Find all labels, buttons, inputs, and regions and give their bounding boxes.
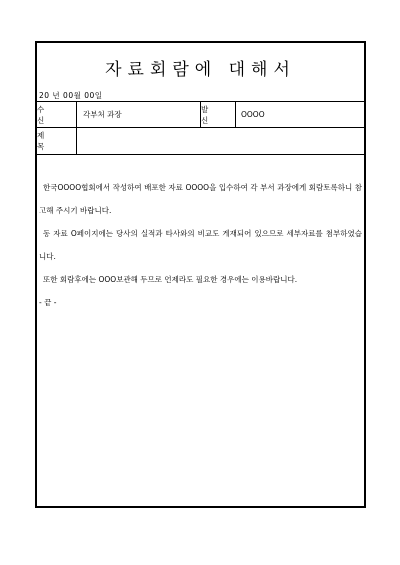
recipient-label-cell	[37, 102, 77, 127]
subject-label-cell	[37, 128, 77, 154]
subject-label: 제 목	[37, 131, 54, 151]
body-paragraph-1: 한국OOOO협회에서 작성하여 배포한 자료 OOOO을 입수하여 각 부서 과장에게 회람토록하니 참고해 주시기 바랍니다.	[39, 183, 362, 215]
body-paragraph-3: 또한 회람후에는 OOO보관해 두므로 언제라도 필요한 경우에는 이용바랍니다.	[43, 275, 298, 284]
document-body	[39, 176, 362, 314]
sender-value: OOOO	[241, 110, 265, 119]
sender-value-cell	[236, 102, 364, 127]
closing-mark: - 끝 -	[39, 298, 57, 307]
recipient-label: 수 신	[37, 104, 54, 125]
document-date: 20 년 00월 00일	[39, 91, 103, 100]
recipient-value-cell	[77, 102, 201, 127]
sender-label: 발 신	[201, 104, 218, 125]
sender-label-cell	[201, 102, 236, 127]
body-paragraph-2: 동 자료 O페이지에는 당사의 실적과 타사와의 비교도 게재되어 있으므로 세부자료를 첨부하였습니다.	[39, 229, 362, 261]
recipient-value: 각부처 과장	[83, 110, 122, 119]
header-table	[37, 101, 364, 155]
document-frame	[35, 41, 366, 508]
header-row-recipient-sender	[37, 102, 364, 128]
document-title: 자료회람에 대해서	[105, 60, 296, 80]
header-row-subject	[37, 128, 364, 154]
subject-value-cell	[77, 128, 364, 154]
